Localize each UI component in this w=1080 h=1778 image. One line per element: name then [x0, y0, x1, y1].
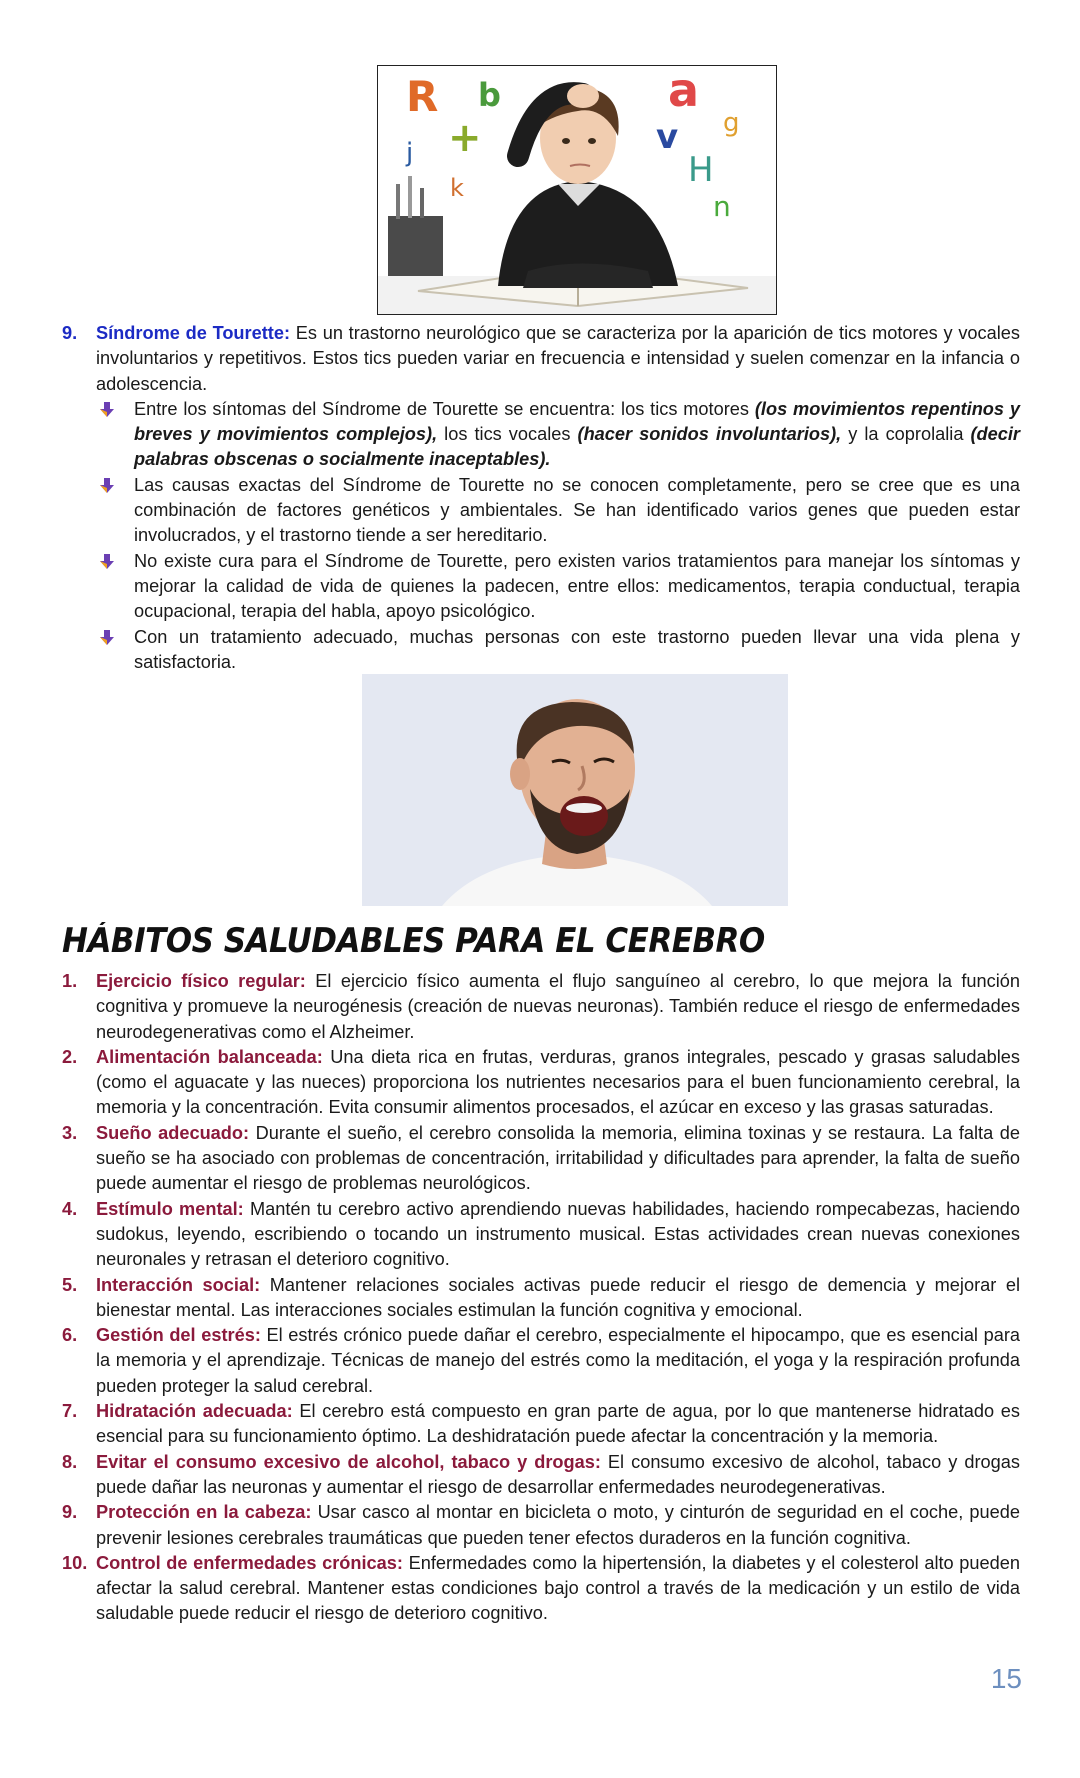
- svg-text:b: b: [478, 76, 501, 114]
- bullet-emphasis: (decir palabras obscenas o socialmente inaceptables).: [134, 424, 1021, 470]
- svg-text:g: g: [723, 108, 740, 138]
- tourette-term: Síndrome de Tourette:: [96, 323, 291, 343]
- tourette-number: 9.: [62, 323, 78, 343]
- habit-item: [62, 1500, 1020, 1551]
- tourette-section: [62, 321, 1020, 675]
- habit-number: 2.: [62, 1046, 78, 1067]
- habit-term: Hidratación adecuada:: [96, 1401, 293, 1422]
- tourette-bullet: [62, 397, 1020, 473]
- svg-text:R: R: [406, 72, 439, 121]
- habit-text: Enfermedades como la hipertensión, la diabetes y el colesterol alto pueden afectar la salud cerebral. Mantener estas condiciones bajo control a través de la medicación y un estilo de vida saludable puede reducir el riesgo de deterioro cognitivo.: [96, 1552, 1020, 1624]
- habit-number: 7.: [62, 1401, 78, 1422]
- habit-text: Mantener relaciones sociales activas puede reducir el riesgo de demencia y mejorar el bienestar mental. Las interacciones sociales estimulan la función cognitiva y emocional.: [96, 1274, 1020, 1320]
- svg-text:H: H: [688, 150, 714, 190]
- habit-term: Ejercicio físico regular:: [96, 971, 306, 991]
- habit-item: [62, 1121, 1020, 1197]
- boy-with-letters-image: [377, 65, 777, 315]
- habit-item: [62, 1045, 1020, 1121]
- svg-text:j: j: [406, 138, 414, 168]
- habit-text: Durante el sueño, el cerebro consolida la memoria, elimina toxinas y se restaura. La falta de sueño se ha asociado con problemas de concentración, irritabilidad y dificultades para aprender, la falta de sueño puede aumentar el riesgo de problemas neurológicos.: [96, 1122, 1020, 1194]
- down-arrow-bullet-icon: [98, 401, 116, 419]
- habit-term: Control de enfermedades crónicas:: [96, 1552, 403, 1573]
- habit-term: Evitar el consumo excesivo de alcohol, tabaco y drogas:: [96, 1451, 601, 1472]
- bullet-text: Las causas exactas del Síndrome de Tourette no se conocen completamente, pero se cree que es una combinación de factores genéticos y ambientales. Se han identificado varios genes que pueden estar involucrados, y el trastorno tiende a ser hereditario.: [134, 474, 1020, 546]
- habit-term: Protección en la cabeza:: [96, 1502, 312, 1523]
- habit-text: Mantén tu cerebro activo aprendiendo nuevas habilidades, haciendo rompecabezas, haciendo sudokus, leyendo, escribiendo o tocando un instrumento musical. Estas actividades crean nuevas conexiones neuronales y retrasan el deterioro cognitivo.: [96, 1198, 1021, 1270]
- habit-text: El cerebro está compuesto en gran parte de agua, por lo que mantenerse hidratado es esencial para su funcionamiento óptimo. La deshidratación puede afectar la concentración y la memoria.: [96, 1401, 1020, 1447]
- habit-text: El consumo excesivo de alcohol, tabaco y drogas puede dañar las neuronas y aumentar el riesgo de desarrollar enfermedades neurodegenerativas.: [96, 1451, 1020, 1497]
- svg-text:k: k: [450, 174, 464, 202]
- habit-item: [62, 1323, 1020, 1399]
- habit-text: El ejercicio físico aumenta el flujo sanguíneo al cerebro, lo que mejora la función cognitiva y promueve la neurogénesis (creación de nuevas neuronas). También reduce el riesgo de enfermedades neurodegenerativas como el Alzheimer.: [96, 971, 1020, 1042]
- habit-number: 1.: [62, 971, 78, 991]
- habit-item: [62, 1197, 1020, 1273]
- svg-text:n: n: [713, 190, 731, 223]
- habit-number: 9.: [62, 1502, 78, 1523]
- bullet-text: No existe cura para el Síndrome de Tourette, pero existen varios tratamientos para manejar los síntomas y mejorar la calidad de vida de quienes la padecen, entre ellos: medicamentos, terapia conductual, terapia ocupacional, terapia del habla, apoyo psicológico.: [134, 550, 1020, 622]
- bullet-text: Con un tratamiento adecuado, muchas personas con este trastorno pueden llevar una vida plena y satisfactoria.: [134, 626, 1020, 672]
- habit-item: [62, 1273, 1020, 1324]
- down-arrow-bullet-icon: [98, 629, 116, 647]
- habit-term: Alimentación balanceada:: [96, 1046, 323, 1067]
- tourette-bullet: [62, 549, 1020, 625]
- habit-number: 3.: [62, 1122, 78, 1143]
- bullet-text: los tics vocales: [437, 424, 578, 445]
- down-arrow-bullet-icon: [98, 553, 116, 571]
- tourette-description: Es un trastorno neurológico que se caracteriza por la aparición de tics motores y vocales involuntarios y repetitivos. Estos tics pueden variar en frecuencia e intensidad y suelen comenzar en la infancia o adolescencia.: [96, 323, 1020, 394]
- habits-list: [62, 969, 1020, 1627]
- habit-number: 5.: [62, 1274, 78, 1295]
- page-number: 15: [990, 1663, 1022, 1694]
- habit-number: 6.: [62, 1325, 78, 1346]
- habit-item: [62, 1399, 1020, 1450]
- habit-text: Una dieta rica en frutas, verduras, granos integrales, pescado y grasas saludables (como el aguacate y las nueces) proporciona los nutrientes necesarios para el buen funcionamiento cerebral, la memoria y la concentración. Evita consumir alimentos procesados, el azúcar en exceso y las grasas saturadas.: [96, 1046, 1020, 1118]
- habit-item: [62, 969, 1020, 1045]
- bullet-emphasis: (hacer sonidos involuntarios),: [577, 424, 842, 445]
- habit-number: 10.: [62, 1552, 88, 1573]
- habit-text: Usar casco al montar en bicicleta o moto, y cinturón de seguridad en el coche, puede prevenir lesiones cerebrales traumáticas que pueden tener efectos duraderos en la función cognitiva.: [96, 1502, 1020, 1548]
- svg-text:a: a: [668, 66, 700, 117]
- tourette-bullet: [62, 625, 1020, 676]
- section-heading: HÁBITOS SALUDABLES PARA EL CEREBRO: [62, 922, 765, 961]
- svg-text:+: +: [448, 115, 482, 161]
- habit-term: Interacción social:: [96, 1274, 261, 1295]
- down-arrow-bullet-icon: [98, 477, 116, 495]
- bullet-text: Entre los síntomas del Síndrome de Tourette se encuentra: los tics motores: [134, 398, 755, 419]
- bullet-emphasis: (los movimientos repentinos y breves y movimientos complejos),: [134, 398, 1020, 445]
- habit-text: El estrés crónico puede dañar el cerebro, especialmente el hipocampo, que es esencial para la memoria y el aprendizaje. Técnicas de manejo del estrés como la meditación, el yoga y la respiración profunda pueden proteger la salud cerebral.: [96, 1325, 1020, 1396]
- tourette-bullet: [62, 473, 1020, 549]
- habit-term: Sueño adecuado:: [96, 1122, 250, 1143]
- svg-text:v: v: [656, 117, 679, 157]
- bullet-text: y la coprolalia: [841, 424, 971, 445]
- man-facial-tic-image: [362, 674, 788, 906]
- habit-term: Gestión del estrés:: [96, 1325, 261, 1346]
- habit-number: 4.: [62, 1198, 78, 1219]
- habit-item: [62, 1551, 1020, 1627]
- habit-term: Estímulo mental:: [96, 1198, 244, 1219]
- habit-number: 8.: [62, 1451, 78, 1472]
- tourette-item: [62, 321, 1020, 397]
- tourette-bullets: [62, 397, 1020, 675]
- habit-item: [62, 1450, 1020, 1501]
